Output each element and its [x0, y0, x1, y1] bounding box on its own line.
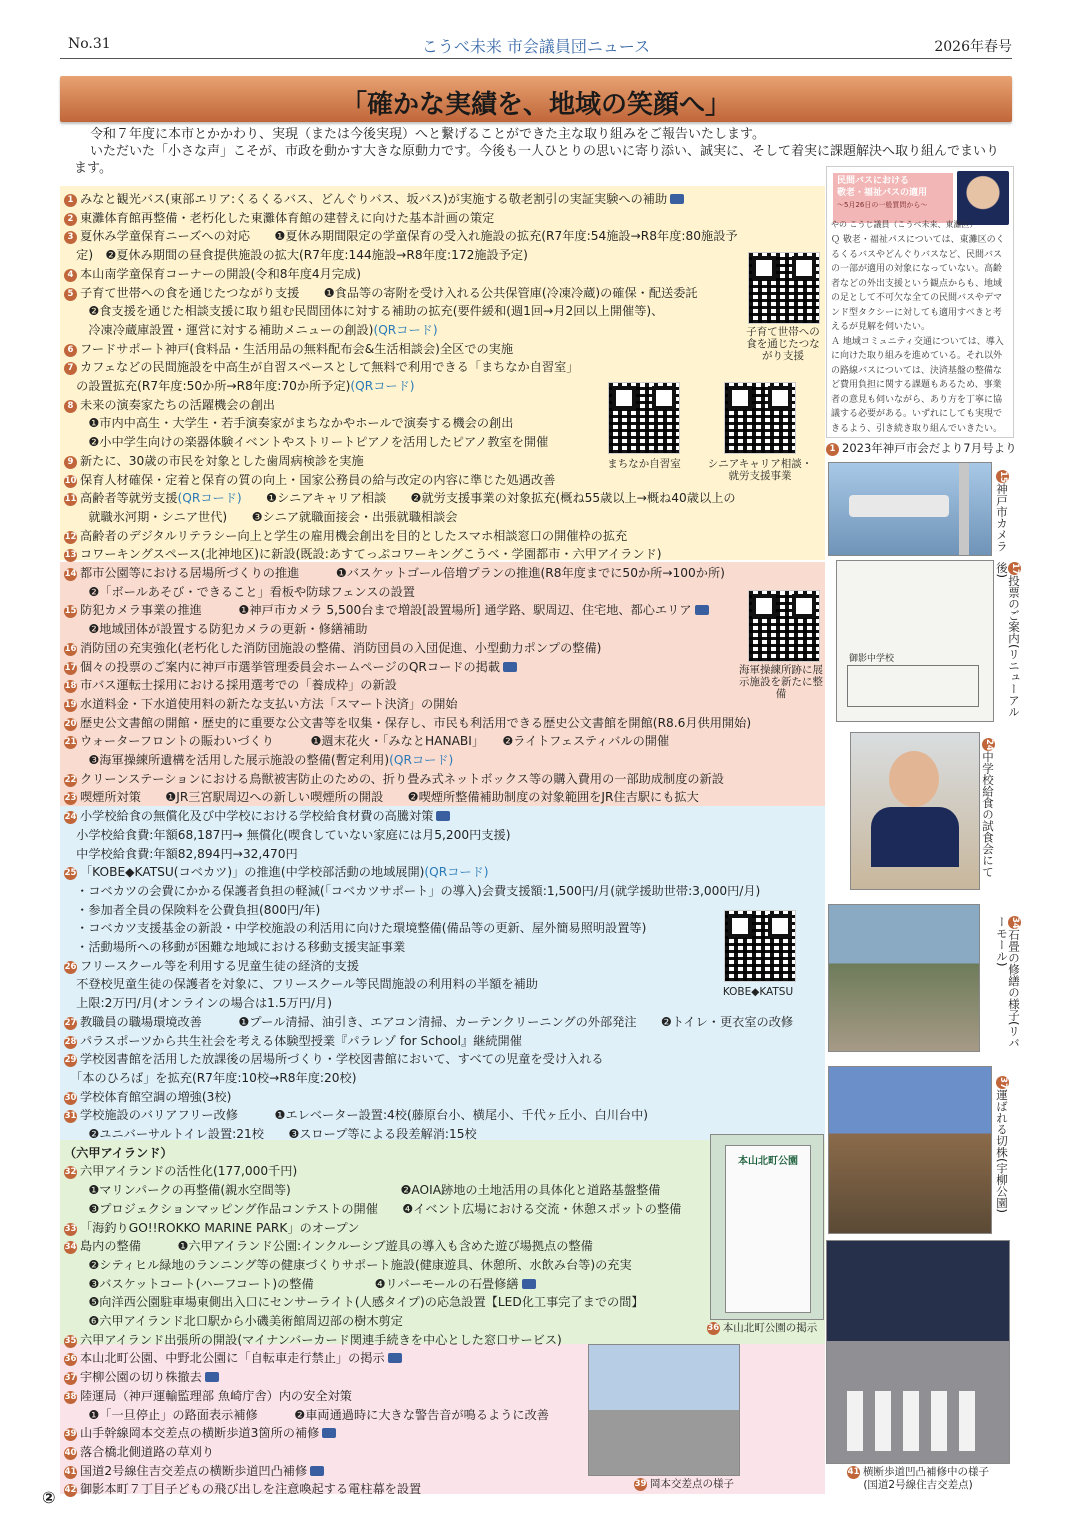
list-item — [64, 695, 458, 712]
item-text: 陸運局（神戸運輸監理部 魚崎庁舎）内の安全対策 — [80, 1388, 352, 1403]
list-item — [64, 471, 555, 488]
item-text: 不登校児童生徒の保護者を対象に、フリースクール等民間施設の利用料の半額を補助 — [64, 977, 538, 992]
photo-caption-41: 41 横断歩道凹凸補修中の様子 (国道2号線住吉交差点) — [830, 1466, 1006, 1491]
qr-code-link[interactable]: (QRコード) — [350, 379, 415, 393]
item-number: 38 — [64, 1391, 77, 1402]
item-number: 27 — [64, 1017, 77, 1028]
item-text: ❷地域団体が設置する防犯カメラの更新・修繕補助 — [64, 622, 368, 637]
item-number: 15 — [64, 606, 77, 617]
list-item — [64, 227, 738, 244]
item-text: 御影本町７丁目子どもの飛び出しを注意喚起する電柱幕を設置 — [80, 1482, 422, 1497]
item-number: 1 — [64, 194, 77, 207]
item-text: 新たに、30歳の市民を対象とした歯周病検診を実施 — [80, 453, 364, 468]
list-item — [64, 826, 511, 843]
item-number: 11 — [64, 494, 77, 505]
item-text: カフェなどの民間施設を中高生が自習スペースとして無料で利用できる「まちなか自習室」 — [80, 360, 579, 375]
list-item — [64, 377, 415, 394]
list-item — [64, 938, 405, 955]
item-text: 山手幹線岡本交差点の横断歩道3箇所の補修 — [80, 1426, 320, 1441]
item-number: 7 — [64, 362, 77, 375]
list-item — [64, 433, 548, 450]
item-text: 喫煙所対策 ❶JR三宮駅周辺への新しい喫煙所の開設 ❷喫煙所整備補助制度の対象範囲をJR住吉駅にも拡大 — [80, 790, 699, 805]
camera-icon — [436, 811, 450, 821]
list-item — [64, 1406, 549, 1423]
item-text: ❷シティヒル緑地のランニング等の健康づくりサポート施設(健康遊具、休憩所、水飲み台等)の充実 — [64, 1257, 632, 1272]
item-text: 本山南学童保育コーナーの開設(令和8年度4月完成) — [80, 266, 361, 281]
item-text: ❷ユニバーサルトイレ設置:21校 ❸スロープ等による段差解消:15校 — [64, 1127, 477, 1141]
item-text: 島内の整備 ❶六甲アイランド公園:インクルーシブ遊具の導入も含めた遊び場拠点の整備 — [80, 1239, 593, 1254]
list-item — [64, 788, 699, 805]
item-number: 25 — [64, 868, 77, 879]
item-number: 33 — [64, 1223, 77, 1234]
item-number: 40 — [64, 1447, 77, 1458]
issue-number: No.31 — [68, 36, 111, 52]
person-icon — [889, 751, 939, 807]
list-item — [64, 1275, 536, 1292]
item-text: ❶マリンパークの再整備(親水空間等) ❷AOIA跡地の土地活用の具体化と道路基盤整備 — [64, 1183, 661, 1198]
item-text: （六甲アイランド） — [64, 1145, 173, 1160]
item-text: 宇柳公園の切り株撤去 — [80, 1370, 202, 1385]
item-number: 42 — [64, 1485, 77, 1496]
item-text: の設置拡充(R7年度:50か所→R8年度:70か所予定) — [64, 379, 351, 393]
qr-caption: 海軍操練所跡に展示施設を新たに整備 — [739, 664, 823, 700]
item-text: 「本のひろば」を拡充(R7年度:10校→R8年度:20校) — [64, 1070, 357, 1085]
photo-caption-24: 24中学校給食の試食会にて — [981, 738, 995, 878]
sidebar-caption: 1 2023年神戸市会だより7月号より — [826, 440, 1017, 456]
item-number: 23 — [64, 793, 77, 804]
list-item — [64, 1331, 562, 1348]
item-text: クリーンステーションにおける鳥獣被害防止のための、折り畳み式ネットボックス等の購入費用の一部助成制度の新設 — [80, 771, 724, 786]
item-number: 28 — [64, 1036, 77, 1047]
list-item — [64, 396, 275, 413]
item-text: ❶シニアキャリア相談 ❷就労支援事業の対象拡充(概ね55歳以上→概ね40歳以上の — [241, 491, 736, 506]
item-number: 19 — [64, 699, 77, 710]
item-number: 20 — [64, 718, 77, 729]
list-item — [64, 321, 438, 338]
camera-icon — [695, 605, 709, 615]
item-text: 消防団の充実強化(老朽化した消防団施設の整備、消防団員の入団促進、小型動力ポンプの整備) — [80, 640, 602, 655]
item-text: 上限:2万円/月(オンラインの場合は1.5万円/月) — [64, 996, 332, 1011]
camera-icon — [503, 662, 517, 672]
item-text: 未来の演奏家たちの活躍機会の創出 — [80, 397, 275, 412]
item-text: 六甲アイランド出張所の開設(マイナンバーカード関連手続きを中心とした窓口サービス) — [80, 1332, 562, 1347]
qr-caption: KOBE◆KATSU — [722, 986, 794, 998]
photo-caption-text: 神戸市カメラ — [995, 483, 1009, 552]
item-number: 12 — [64, 531, 77, 542]
list-item — [64, 265, 361, 282]
item-text: 六甲アイランドの活性化(177,000千円) — [80, 1164, 298, 1179]
list-item — [64, 1387, 352, 1404]
item-number: 9 — [64, 456, 77, 469]
item-text: 子育て世帯への食を通じたつながり支援 ❶食品等の寄附を受け入れる公共保管庫(冷凍冷蔵)の確保・配送委託 — [80, 285, 698, 300]
qr-code-link[interactable]: (QRコード) — [424, 865, 489, 880]
item-number: 24 — [64, 812, 77, 823]
list-item — [64, 1219, 359, 1236]
item-text: コワーキングスペース(北神地区)に新設(既設:あすてっぷコワーキングこうべ・学園都市・六甲アイランド) — [80, 547, 662, 562]
map-icon — [847, 665, 979, 707]
item-number: 16 — [64, 643, 77, 654]
item-text: 保育人材確保・定着と保育の質の向上・国家公務員の給与改定の内容に準じた処遇改善 — [80, 472, 556, 487]
list-item — [64, 770, 724, 787]
sidebar-body — [831, 233, 1009, 436]
item-text: 小学校給食の無償化及び中学校における学校給食材費の高騰対策 — [80, 809, 434, 824]
list-item — [64, 601, 709, 618]
qr-code-link[interactable]: (QRコード) — [177, 491, 242, 506]
item-number: 21 — [64, 737, 77, 748]
qr-code-kodomo-shokuji[interactable] — [748, 252, 820, 324]
list-item — [64, 340, 513, 357]
photo-caption-text: 横断歩道凹凸補修中の様子 — [863, 1466, 989, 1478]
list-item — [64, 1293, 644, 1310]
item-text: 高齢者のデジタルリテラシー向上と学生の雇用機会創出を目的としたスマホ相談窓口の開催枠の拡充 — [80, 528, 628, 543]
list-item — [64, 639, 601, 656]
councilor-name: やの こうじ議員（こうべ未来、東灘区） — [831, 220, 978, 229]
councilor-portrait — [957, 171, 1009, 225]
item-number: 34 — [64, 1242, 77, 1253]
item-number: 4 — [64, 269, 77, 282]
item-text: 高齢者等就労支援 — [80, 491, 178, 506]
list-item — [64, 1162, 297, 1179]
list-item — [64, 1069, 356, 1086]
item-text: 就職氷河期・シニア世代) ❸シニア就職面接会・出張就職相談会 — [64, 509, 458, 524]
photo-caption-text: 中学校給食の試食会にて — [981, 751, 995, 878]
list-item — [64, 676, 397, 693]
item-text: 本山北町公園、中野北公園に「自転車走行禁止」の掲示 — [80, 1351, 385, 1366]
intro-paragraph-2: いただいた「小さな声」こそが、市政を動かす大きな原動力です。今後も一人ひとりの思いに寄り添い、誠実に、そして着実に課題解決へ取り組んでまいります。 — [74, 144, 999, 176]
item-text: 定) ❷夏休み期間の昼食提供施設の拡大(R7年度:144施設→R8年度:172施設予定) — [64, 248, 528, 263]
item-number: 14 — [64, 569, 77, 579]
list-item — [64, 1256, 632, 1273]
photo-caption-15: 15神戸市カメラ — [995, 470, 1009, 552]
photo-caption-text: 運ばれる切株(宇柳公園) — [995, 1089, 1009, 1213]
item-number: 35 — [64, 1335, 77, 1346]
sidebar-heading-3: ～5月26日の一般質問から～ — [837, 201, 928, 209]
item-text: ❷食支援を通じた相談支援に取り組む民間団体に対する補助の拡充(要件緩和(週1回→月2回以上開催等)、 — [64, 304, 664, 319]
item-text: 「海釣りGO!!ROKKO MARINE PARK」のオープン — [80, 1220, 360, 1235]
list-item — [64, 190, 684, 207]
sign-board-icon — [725, 1145, 811, 1313]
item-text: ・参加者全員の保険料を公費負担(800円/年) — [64, 902, 321, 917]
item-text: 学校図書館を活用した放課後の居場所づくり・学校図書館において、すべての児童を受け入れる — [80, 1052, 604, 1067]
list-item — [64, 1424, 336, 1441]
photo-caption-text: 本山北町公園の掲示 — [722, 1322, 818, 1334]
item-text: ❸バスケットコート(ハーフコート)の整備 ❹リバーモールの石畳修繕 — [64, 1276, 519, 1291]
list-item — [64, 1181, 660, 1198]
list-item — [64, 358, 578, 375]
item-number: 30 — [64, 1092, 77, 1103]
item-text: 夏休み学童保育ニーズへの対応 ❶夏休み期間限定の学童保育の受入れ施設の拡充(R7年度:54施設→R8年度:80施設予 — [80, 229, 738, 244]
item-text: 防犯カメラ事業の推進 ❶神戸市カメラ 5,500台まで増設[設置場所] 通学路、駅周辺、住宅地、都心エリア — [80, 603, 692, 618]
item-text: 個々の投票のご案内に神戸市選挙管理委員会ホームページのQRコードの掲載 — [80, 659, 501, 674]
camera-icon — [322, 1428, 336, 1438]
list-item — [64, 1106, 648, 1123]
photo-school-lunch — [850, 732, 980, 890]
list-item — [64, 957, 359, 974]
page-number: ② — [42, 1488, 56, 1507]
photo-caption-text: 石畳の修繕の様子(リバーモール) — [995, 916, 1021, 1049]
list-item — [64, 1312, 403, 1329]
list-item — [64, 1200, 681, 1217]
qr-code-senior-career[interactable] — [724, 382, 796, 454]
item-text: 東灘体育館再整備・老朽化した東灘体育館の建替えに向けた基本計画の策定 — [80, 210, 495, 225]
item-number: 6 — [64, 344, 77, 357]
item-number: 2 — [64, 213, 77, 226]
item-text: ウォーターフロントの賑わいづくり ❶週末花火・「みなとHANABI」 ❷ライトフェスティバルの開催 — [80, 734, 670, 749]
qr-code-naval-training[interactable] — [748, 590, 820, 662]
list-item — [64, 1144, 173, 1161]
pole-icon — [959, 463, 969, 555]
item-number: 8 — [64, 400, 77, 413]
sidebar-heading-2: 敬老・福祉パスの適用 — [837, 188, 928, 198]
sidebar-heading-box — [833, 173, 953, 223]
item-number: 5 — [64, 288, 77, 301]
list-item — [64, 1013, 793, 1030]
item-text: 国道2号線住吉交差点の横断歩道凹凸補修 — [80, 1463, 308, 1478]
item-number: 36 — [64, 1354, 77, 1365]
list-item — [64, 1480, 421, 1497]
list-item — [64, 807, 450, 824]
item-number: 10 — [64, 475, 77, 486]
list-item — [64, 452, 364, 469]
item-text: みなと観光バス(東部エリア:くるくるバス、どんぐりバス、坂バス)が実施する敬老割引の実証実験への補助 — [80, 192, 668, 206]
list-item — [64, 209, 494, 226]
qr-code-machinaka[interactable] — [608, 382, 680, 454]
item-number: 29 — [64, 1055, 77, 1066]
list-item — [64, 527, 627, 544]
item-text: 冷凍冷蔵庫設置・運営に対する補助メニューの創設) — [64, 322, 374, 337]
camera-icon — [388, 1353, 402, 1363]
camera-icon — [205, 1372, 219, 1382]
list-item — [64, 863, 489, 880]
sidebar-caption-text: 2023年神戸市会だより7月号より — [842, 441, 1017, 455]
qr-caption: まちなか自習室 — [607, 458, 681, 470]
item-text: ❶市内中高生・大学生・若手演奏家がまちなかやホールで演奏する機会の創出 — [64, 416, 514, 431]
list-item — [64, 994, 332, 1011]
intro-paragraph-1: 令和７年度に本市とかかわり、実現（または今後実現）へと繋げることができた主な取り組みをご報告いたします。 — [90, 127, 765, 142]
item-text: ❻六甲アイランド北口駅から小磯美術館周辺部の樹木剪定 — [64, 1314, 403, 1328]
photo-park-sign — [710, 1134, 824, 1320]
item-text: ❸海軍操練所遺構を活用した展示施設の整備(暫定利用) — [64, 753, 390, 767]
sidebar-article — [826, 166, 1014, 438]
list-item — [64, 620, 367, 637]
item-number: 31 — [64, 1111, 77, 1122]
item-text: フードサポート神戸(食料品・生活用品の無料配布会&生活相談会)全区での実施 — [80, 341, 514, 356]
list-item — [64, 845, 298, 862]
photo-caption-39: 39 岡本交差点の様子 — [634, 1478, 734, 1490]
item-text: 中学校給食費:年額82,894円→32,470円 — [64, 846, 298, 861]
camera-body-icon — [849, 495, 949, 517]
item-text: 小学校給食費:年額68,187円→ 無償化(喫食していない家庭には月5,200円支援) — [64, 827, 511, 842]
item-text: パラスポーツから共生社会を考える体験型授業『パラレゾ for School』継続開催 — [80, 1033, 522, 1048]
list-item — [64, 732, 669, 749]
list-item — [64, 246, 528, 263]
qr-code-kobe-katsu[interactable] — [724, 910, 796, 982]
item-text: ・活動場所への移動が困難な地域における移動支援実証事業 — [64, 940, 406, 954]
item-text: 学校体育館空調の増強(3校) — [80, 1089, 232, 1104]
sign-title: 本山北町公園 — [738, 1156, 798, 1167]
item-number: 3 — [64, 231, 77, 244]
item-text: ❶「一旦停止」の路面表示補修 ❷車両通過時に大きな警告音が鳴るように改善 — [64, 1407, 549, 1422]
sidebar-question: Ｑ 敬老・福祉パスについては、東灘区のくるくるバスやどんぐりバスなど、民間バスの一部が適用の対象になっていない。高齢者などの外出支援という観点からも、地域の足として不可欠な全ての民間バスやデマンド型タクシーに対しても適用すべきと考えるが見解を伺いたい。 — [831, 235, 1005, 332]
list-item — [64, 1050, 604, 1067]
item-text: 水道料金・下水道使用料の新たな支払い方法「スマート決済」の開始 — [80, 696, 458, 711]
photo-river-mall-paving — [828, 904, 980, 1052]
camera-icon — [670, 194, 684, 204]
item-number: 17 — [64, 662, 77, 673]
list-item — [64, 882, 760, 899]
newsletter-title: こうべ未来 市会議員団ニュース — [421, 37, 651, 56]
item-text: 都市公園等における居場所づくりの推進 ❶バスケットゴール倍増プランの推進(R8年度までに50か所→100か所) — [80, 566, 725, 580]
photo-caption-17: 17投票のご案内(リニューアル後) — [995, 562, 1021, 718]
photo-caption-text: 岡本交差点の様子 — [650, 1478, 734, 1490]
qr-code-link[interactable]: (QRコード) — [389, 753, 454, 767]
item-text: ❸プロジェクションマッピング作品コンテストの開催 ❹イベント広場における交流・休憩スポットの整備 — [64, 1201, 682, 1216]
list-item — [64, 1349, 402, 1366]
item-number: 22 — [64, 774, 77, 785]
list-item — [64, 901, 320, 918]
item-number: 39 — [64, 1429, 77, 1440]
list-item — [64, 1237, 593, 1254]
issue-date: 2026年春号 — [934, 39, 1012, 55]
list-item — [64, 975, 538, 992]
list-item — [64, 658, 517, 675]
list-item — [64, 284, 698, 301]
item-number: 18 — [64, 681, 77, 692]
item-text: ・コベカツ支援基金の新設・中学校施設の利活用に向けた環境整備(備品等の更新、屋外簡易照明設置等) — [64, 921, 647, 936]
item-text: 学校施設のバリアフリー改修 ❶エレベーター設置:4校(藤原台小、横尾小、千代ヶ丘小、白川台中) — [80, 1108, 649, 1123]
item-text: 市バス運転士採用における採用選考での「養成枠」の新設 — [80, 678, 397, 693]
photo-okamoto-crossing — [588, 1344, 740, 1476]
item-text: ❷「ボールあそび・できること」看板や防球フェンスの設置 — [64, 584, 415, 599]
item-text: 教職員の職場環境改善 ❶プール清掃、油引き、エアコン清掃、カーテンクリーニングの外部発注 ❷トイレ・更衣室の改修 — [80, 1014, 794, 1029]
sidebar-heading-1: 民間バスにおける — [837, 176, 910, 186]
list-item — [64, 545, 662, 562]
sidebar-answer: Ａ 地域コミュニティ交通については、導入に向けた取り組みを進めている。それ以外の路線バスについては、決済基盤の整備など費用負担に関する課題もあるため、事業者の意見も伺いながら、あり方を丁寧に協議する必要がある。いずれにしても実現できるよう、引き続き取り組んでいきたい。 — [831, 336, 1004, 434]
photo-crosswalk-repair — [826, 1240, 1010, 1464]
list-item — [64, 1125, 477, 1142]
item-text: フリースクール等を利用する児童生徒の経済的支援 — [80, 958, 359, 973]
item-number: 41 — [64, 1466, 77, 1477]
item-text: 「KOBE◆KATSU(コベカツ)」の推進(中学校部活動の地域展開) — [80, 865, 425, 880]
item-number: 26 — [64, 961, 77, 972]
camera-icon — [522, 1279, 536, 1289]
photo-caption-37: 37運ばれる切株(宇柳公園) — [995, 1076, 1009, 1213]
page-header — [60, 30, 1012, 59]
suit-icon — [871, 807, 959, 867]
qr-code-link[interactable]: (QRコード) — [373, 322, 438, 337]
item-text: 落合橋北側道路の草刈り — [80, 1444, 215, 1459]
item-number: 32 — [64, 1167, 77, 1178]
list-item — [64, 508, 458, 525]
list-item — [64, 714, 751, 731]
list-item — [64, 302, 663, 319]
qr-caption: 子育て世帯への食を通じたつながり支援 — [746, 326, 820, 362]
photo-security-camera — [828, 462, 992, 556]
list-item — [64, 414, 513, 431]
map-label-school: 御影中学校 — [849, 654, 895, 664]
item-text: ・コベカツの会費にかかる保護者負担の軽減(「コベカツサポート」の導入)会費支援額:1,500円/月(就学援助世帯:3,000円/月) — [64, 883, 761, 898]
qr-caption: シニアキャリア相談・就労支援事業 — [707, 458, 813, 482]
headline-banner — [60, 76, 1012, 122]
camera-icon — [310, 1466, 324, 1476]
item-number: 13 — [64, 550, 77, 561]
list-item — [64, 919, 646, 936]
list-item — [64, 564, 725, 581]
list-item — [64, 1368, 219, 1385]
photo-tree-stumps — [828, 1066, 992, 1234]
item-text: ❺向洋西公園駐車場東側出入口にセンサーライト(人感タイプ)の応急設置【LED化工事完了までの間】 — [64, 1295, 644, 1310]
photo-caption-text: 投票のご案内(リニューアル後) — [995, 562, 1021, 718]
photo-caption-34: 34石畳の修繕の様子(リバーモール) — [995, 916, 1021, 1049]
photo-voting-card — [836, 560, 994, 722]
list-item — [64, 1443, 214, 1460]
item-text: ❷小中学生向けの楽器体験イベントやストリートピアノを活用したピアノ教室を開催 — [64, 435, 549, 450]
crosswalk-icon — [847, 1391, 987, 1451]
list-item — [64, 583, 415, 600]
list-item — [64, 1462, 324, 1479]
list-item — [64, 751, 453, 768]
list-item — [64, 1088, 231, 1105]
list-item — [64, 489, 736, 506]
headline: 「確かな実績を、地域の笑顔へ」 — [340, 90, 731, 120]
photo-caption-text-2: (国道2号線住吉交差点) — [863, 1479, 973, 1491]
list-item — [64, 1032, 522, 1049]
photo-caption-36: 36 本山北町公園の掲示 — [707, 1322, 818, 1334]
item-number: 37 — [64, 1373, 77, 1384]
item-text: 歴史公文書館の開館・歴史的に重要な公文書等を収集・保存し、市民も利活用できる歴史公文書館を開館(R8.6月供用開始) — [80, 715, 752, 730]
